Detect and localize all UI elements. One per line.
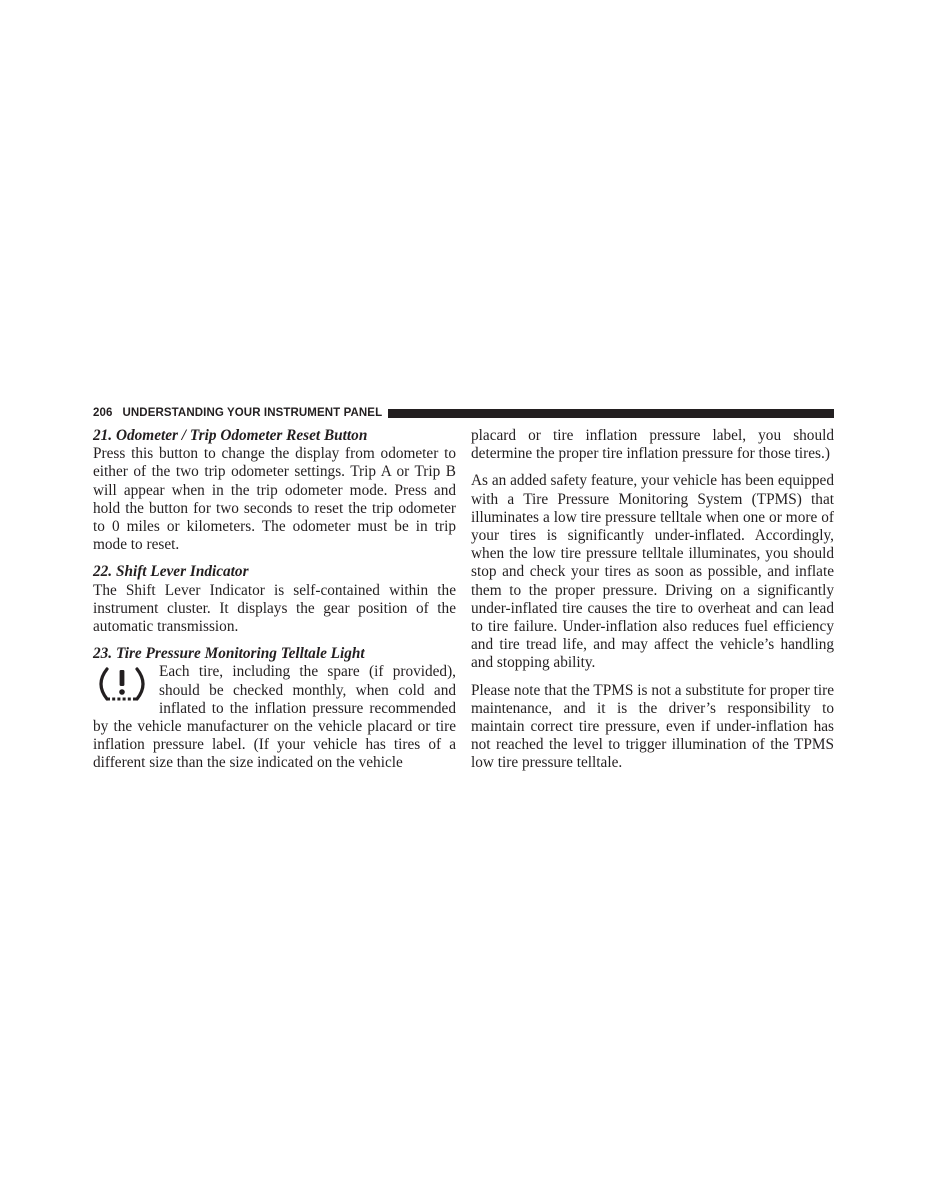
item-heading: 21. Odometer / Trip Odometer Reset Button bbox=[93, 427, 368, 444]
right-column bbox=[471, 427, 834, 773]
page-header bbox=[93, 405, 834, 421]
page-number: 206 bbox=[93, 407, 113, 419]
item-body: Each tire, including the spare (if provided), should be checked monthly, when cold and inflated to the inflation pressure recommended by the vehicle manufacturer on the vehicle placard or tire inflation pressure label. (If your vehicle has tires of a different size than the size indicated on the vehicle bbox=[93, 663, 456, 772]
note-paragraph: Please note that the TPMS is not a substitute for proper tire maintenance, and it is the driver’s responsibility to maintain correct tire pressure, even if under-inflation has not reached the level to trigger illumination of the TPMS low tire pressure telltale. bbox=[471, 681, 834, 772]
section-title: UNDERSTANDING YOUR INSTRUMENT PANEL bbox=[122, 407, 383, 419]
left-column bbox=[93, 427, 456, 773]
telltale-paragraph bbox=[93, 663, 456, 772]
item-body: The Shift Lever Indicator is self-contained within the instrument cluster. It displays the gear position of the automatic transmission. bbox=[93, 581, 456, 636]
continuation-paragraph: placard or tire inflation pressure label, you should determine the proper tire inflation pressure for those tires.) bbox=[471, 427, 834, 463]
header-rule bbox=[388, 409, 834, 418]
item-tire-pressure-telltale bbox=[93, 645, 456, 772]
item-shift-lever-indicator bbox=[93, 563, 456, 636]
safety-paragraph: As an added safety feature, your vehicle has been equipped with a Tire Pressure Monitoring System (TPMS) that illuminates a low tire pressure telltale when one or more of your tires is significantly under-inflated. Accordingly, when the low tire pressure telltale illuminates, you should stop and check your tires as soon as possible, and inflate them to the proper pressure. Driving on a significantly under-inflated tire causes the tire to overheat and can lead to tire failure. Under-inflation also reduces fuel efficiency and tire tread life, and may affect the vehicle’s handling and stopping ability. bbox=[471, 472, 834, 672]
item-body: Press this button to change the display from odometer to either of the two trip odometer settings. Trip A or Trip B will appear when in the trip odometer mode. Press and hold the button for two seconds to reset the trip odometer to 0 miles or kilometers. The odometer must be in trip mode to reset. bbox=[93, 445, 456, 554]
tire-pressure-warning-icon bbox=[97, 665, 147, 703]
item-heading: 22. Shift Lever Indicator bbox=[93, 563, 249, 581]
item-heading: 23. Tire Pressure Monitoring Telltale Light bbox=[93, 645, 365, 663]
item-odometer-reset bbox=[93, 427, 456, 554]
